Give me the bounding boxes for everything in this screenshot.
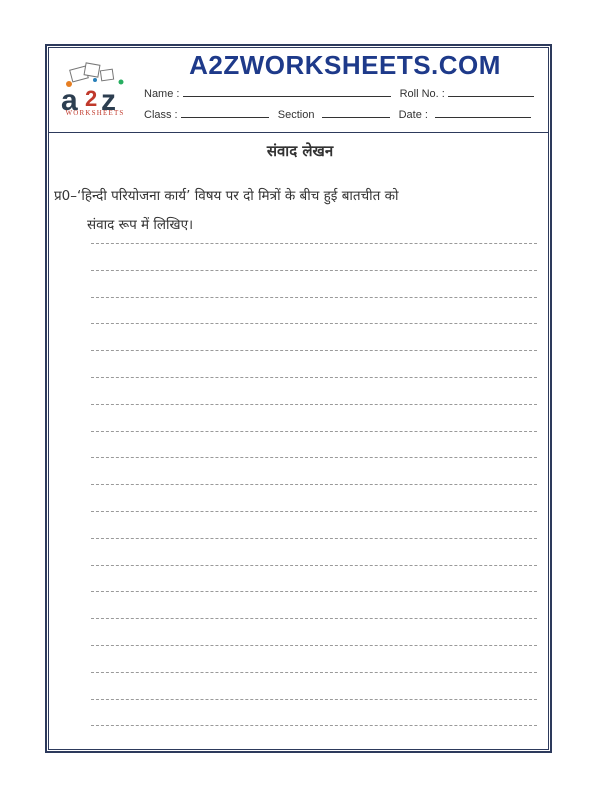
answer-line[interactable] — [91, 618, 537, 619]
name-roll-row — [144, 87, 534, 100]
class-field[interactable] — [181, 108, 269, 118]
logo-wordmark: WORKSHEETS — [65, 109, 125, 117]
answer-line[interactable] — [91, 565, 537, 566]
class-label: Class : — [144, 109, 178, 121]
section-field[interactable] — [322, 108, 390, 118]
answer-line[interactable] — [91, 377, 537, 378]
class-section-date-row — [144, 108, 531, 121]
answer-line[interactable] — [91, 350, 537, 351]
site-title: A2ZWORKSHEETS.COM — [189, 50, 501, 80]
name-label: Name : — [144, 88, 180, 100]
answer-line[interactable] — [91, 270, 537, 271]
question-line-1 — [54, 182, 544, 211]
question-text-1: ‘हिन्दी परियोजना कार्य’ विषय पर दो मित्रों के बीच हुई बातचीत को — [77, 188, 399, 204]
worksheet-topic: संवाद लेखन — [266, 142, 334, 160]
answer-line[interactable] — [91, 672, 537, 673]
svg-text:2: 2 — [85, 86, 98, 111]
name-field[interactable] — [183, 87, 391, 97]
section-label: Section — [277, 109, 315, 121]
svg-text:a: a — [61, 84, 78, 117]
question-line-2: संवाद रूप में लिखिए। — [87, 217, 194, 233]
date-field[interactable] — [435, 108, 531, 118]
answer-line[interactable] — [91, 591, 537, 592]
answer-line[interactable] — [91, 645, 537, 646]
roll-field[interactable] — [448, 87, 534, 97]
answer-line[interactable] — [91, 297, 537, 298]
answer-line[interactable] — [91, 457, 537, 458]
answer-line[interactable] — [91, 725, 537, 726]
answer-line[interactable] — [91, 484, 537, 485]
answer-line[interactable] — [91, 538, 537, 539]
question-block — [54, 182, 544, 240]
roll-label: Roll No. : — [399, 88, 445, 100]
answer-line[interactable] — [91, 404, 537, 405]
answer-line[interactable] — [91, 323, 537, 324]
question-prefix: प्र0– — [54, 188, 78, 204]
svg-text:z: z — [101, 84, 116, 117]
answer-line[interactable] — [91, 511, 537, 512]
header-divider — [48, 132, 549, 133]
date-label: Date : — [398, 109, 428, 121]
answer-line[interactable] — [91, 699, 537, 700]
answer-line[interactable] — [91, 431, 537, 432]
answer-line[interactable] — [91, 243, 537, 244]
